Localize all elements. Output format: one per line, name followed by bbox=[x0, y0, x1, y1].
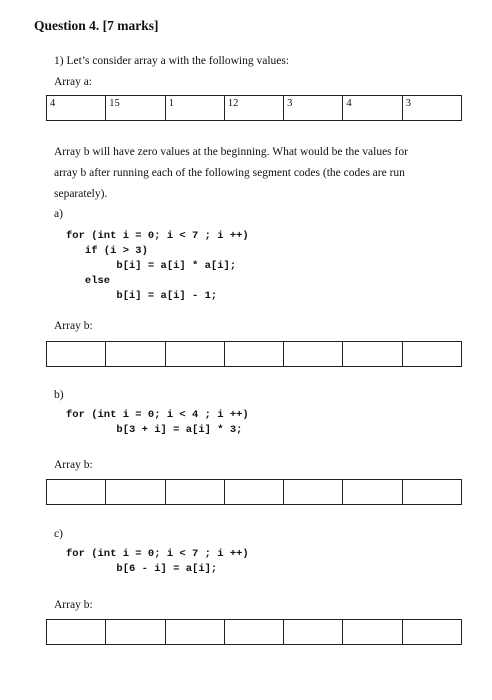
intro-text: 1) Let’s consider array a with the following values: bbox=[54, 55, 290, 67]
answer-cell[interactable] bbox=[402, 480, 461, 505]
array-a-table bbox=[46, 95, 462, 121]
answer-cell[interactable] bbox=[224, 342, 283, 367]
array-a-cell: 12 bbox=[224, 96, 283, 121]
answer-cell[interactable] bbox=[284, 480, 343, 505]
part-c-array-label: Array b: bbox=[54, 599, 93, 611]
part-a-answer-table bbox=[46, 341, 462, 367]
answer-cell[interactable] bbox=[165, 342, 224, 367]
answer-cell[interactable] bbox=[165, 620, 224, 645]
answer-cell[interactable] bbox=[343, 620, 402, 645]
array-a-cell: 4 bbox=[343, 96, 402, 121]
answer-cell[interactable] bbox=[343, 342, 402, 367]
answer-cell[interactable] bbox=[343, 480, 402, 505]
answer-cell[interactable] bbox=[224, 620, 283, 645]
array-a-cell: 15 bbox=[106, 96, 165, 121]
part-c-label: c) bbox=[54, 528, 63, 540]
answer-cell[interactable] bbox=[402, 342, 461, 367]
part-b-label: b) bbox=[54, 389, 64, 401]
answer-cell[interactable] bbox=[106, 342, 165, 367]
part-a-array-label: Array b: bbox=[54, 320, 93, 332]
answer-cell[interactable] bbox=[47, 620, 106, 645]
answer-cell[interactable] bbox=[402, 620, 461, 645]
answer-cell[interactable] bbox=[106, 620, 165, 645]
answer-cell[interactable] bbox=[165, 480, 224, 505]
part-b-code: for (int i = 0; i < 4 ; i ++) b[3 + i] = a[i] * 3; bbox=[66, 409, 249, 436]
array-a-cell: 3 bbox=[284, 96, 343, 121]
answer-cell[interactable] bbox=[106, 480, 165, 505]
part-b-array-label: Array b: bbox=[54, 459, 93, 471]
answer-cell[interactable] bbox=[284, 620, 343, 645]
question-title: Question 4. [7 marks] bbox=[34, 18, 159, 33]
array-a-cell: 3 bbox=[402, 96, 461, 121]
array-a-label: Array a: bbox=[54, 76, 92, 88]
part-b-answer-table bbox=[46, 479, 462, 505]
instructions-paragraph: Array b will have zero values at the beginning. What would be the values for array b after running each of the following segment codes (the codes are run separately). bbox=[54, 146, 408, 200]
array-a-cell: 4 bbox=[47, 96, 106, 121]
answer-cell[interactable] bbox=[47, 480, 106, 505]
part-c-answer-table bbox=[46, 619, 462, 645]
answer-cell[interactable] bbox=[284, 342, 343, 367]
part-a-code: for (int i = 0; i < 7 ; i ++) if (i > 3) b[i] = a[i] * a[i]; else b[i] = a[i] - 1; bbox=[66, 230, 249, 302]
part-a-label: a) bbox=[54, 208, 63, 220]
array-a-cell: 1 bbox=[165, 96, 224, 121]
answer-cell[interactable] bbox=[47, 342, 106, 367]
answer-cell[interactable] bbox=[224, 480, 283, 505]
part-c-code: for (int i = 0; i < 7 ; i ++) b[6 - i] = a[i]; bbox=[66, 548, 249, 575]
